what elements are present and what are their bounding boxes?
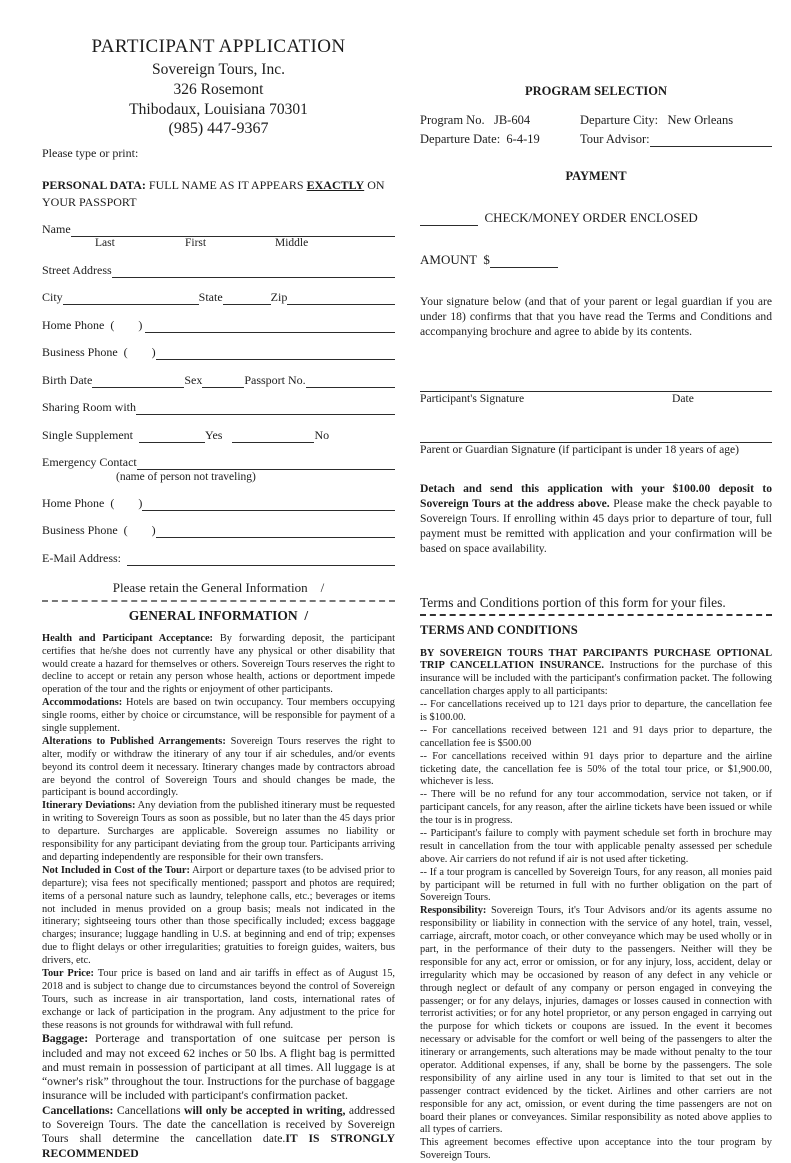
participant-signature-labels (420, 392, 772, 408)
zip-label: Zip (271, 290, 288, 305)
emergency-contact-row (42, 455, 395, 470)
name-row (42, 222, 395, 237)
paragraph-text: Sovereign Tours reserves the right to alter, modify or withdraw the itinerary of any tour if air schedules, and/or events beyond its control deem it necessary. Itinerary changes made by contractors abroad are beyond the control of Sovereign Tours and should changes be made, the participant is bound accordingly. (42, 736, 395, 799)
personal-data-exactly: EXACTLY (307, 178, 365, 192)
name-sub-middle: Middle (275, 237, 308, 249)
email-row (42, 551, 395, 566)
street-row (42, 263, 395, 278)
business-phone-row (42, 345, 395, 360)
departure-date-label: Departure Date: (420, 132, 506, 146)
check-enclosed-label: CHECK/MONEY ORDER ENCLOSED (478, 210, 698, 226)
personal-data-text: FULL NAME AS IT APPEARS (146, 178, 307, 192)
home-phone-label: Home Phone ( ) (42, 318, 145, 333)
paragraph-lead: Tour Price: (42, 968, 94, 979)
program-no-value: JB-604 (494, 113, 530, 127)
terms-intro-bold: BY SOVEREIGN TOURS THAT PARCIPANTS PURCHASE OPTIONAL TRIP CANCELLATION INSURANCE. (420, 648, 772, 672)
cancellations-bold2: IT IS STRONGLY RECOMMENDED (42, 1132, 395, 1159)
paragraph-text: Airport or departure taxes (to be advised prior to departure); visa fees not specifically mentioned; passport and photos are required; items of a personal nature such as laundry, telephone calls, etc.; beverages or items not included in menus provided on a group basis; meals not indicated in the itinerary; sightseeing tours other than those specifically included; excess baggage charges; insurance; luggage handling in U.S. at beginning and end of trip; expenses due to flight delays or other irregularities; gratuities to foreign guides, waiters, bus drivers, etc. (42, 865, 395, 966)
emergency-contact-note: (name of person not traveling) (116, 471, 395, 483)
name-field-line (71, 222, 395, 237)
departure-city (580, 113, 772, 128)
street-label: Street Address (42, 263, 112, 278)
program-no (420, 113, 580, 128)
amount-label: AMOUNT $ (420, 252, 490, 268)
single-yes-line (139, 428, 205, 443)
paragraph-lead: Itinerary Deviations: (42, 800, 135, 811)
program-row-2 (420, 132, 772, 147)
paragraph-health (42, 633, 395, 697)
home-phone2-field-line (142, 496, 395, 511)
terms-bullet: -- Participant's failure to comply with payment schedule set forth in brochure may result in cancellation from the tour with applicable penalty assessed per schedule above. Air carriers do not refund if air is not used after ticketing. (420, 828, 772, 867)
paragraph-text: Any deviation from the published itinerary must be requested in writing to Sovereign Tours as soon as possible, but no later than the 45 days prior to departure. Surcharges are applicable. Sovereign assumes no liability or responsibility for any participant deviating from the group tour. Participants arriving and departing independently are responsible for their own transfers. (42, 800, 395, 863)
departure-date (420, 132, 580, 147)
name-sub-last: Last (95, 237, 115, 249)
terms-bullet: -- For cancellations received within 91 days prior to departure and the airline ticketing date, the cancellation fee is 50% of the total tour price, or $1,900.00, whichever is less. (420, 751, 772, 790)
birthdate-row (42, 373, 395, 388)
paragraph-lead: Accommodations: (42, 697, 122, 708)
paragraph-lead: Cancellations: (42, 1104, 113, 1117)
single-no-line (232, 428, 314, 443)
page-title: PARTICIPANT APPLICATION (42, 36, 395, 58)
email-field-line (127, 551, 395, 566)
org-address1: 326 Rosemont (42, 80, 395, 100)
terms-intro-rest: Instructions for the purchase of this insurance will be included with the participant's confirmation packet. The following cancellation charges apply to all participants: (420, 660, 772, 697)
responsibility-text: Sovereign Tours, it's Tour Advisors and/or its agents assume no responsibility or liability in connection with the service of any hotel, train, vessel, carriage, aircraft, motor coach, or other conveyance which may be used wholly or in part, in the performance of their duty to the passengers. Neither will they be responsible for any act, error or omission, or for any injury, loss, accident, delay or irregularity which may be occasioned by reason of any defect in any vehicle or through neglect or default of any company or person engaged in conveying the passenger; or for any delays, injuries, damages or losses caused in connection with terrorist activities; or for any hotel proprietor, or any person engaged in carrying out the purpose for which tickets or coupons are issued. In the event it becomes necessary or advisable for the comfort or well being of the passengers to alter the itinerary or arrangements, such alterations may be made without penalty to the tour operator. Additional expenses, if any, shall be borne by the passengers. The sole responsibility of any airline used in any tour is limited to that set out in the passenger contract evidenced by the ticket. Airlines and other carriers are not responsible for any act, omission, or event during the time passengers are not on board their planes or conveyances. Similar responsibility as noted above applies to all types of carriers. (420, 905, 772, 1135)
personal-data-lead: PERSONAL DATA: (42, 178, 146, 192)
program-selection-heading: PROGRAM SELECTION (420, 84, 772, 99)
files-note: Terms and Conditions portion of this form for your files. (420, 595, 772, 611)
paragraph-accommodations (42, 697, 395, 736)
home-phone2-row (42, 496, 395, 511)
amount-field-line (490, 253, 558, 268)
org-name: Sovereign Tours, Inc. (42, 60, 395, 80)
state-field-line (223, 290, 271, 305)
emergency-contact-field-line (137, 455, 395, 470)
sex-field-line (202, 373, 244, 388)
tour-advisor (580, 132, 772, 147)
terms-text (420, 648, 772, 1163)
name-sub-first: First (185, 237, 206, 249)
application-column (42, 36, 395, 1161)
departure-city-value: New Orleans (667, 113, 733, 128)
business-phone-label: Business Phone ( ) (42, 345, 156, 360)
terms-closing: This agreement becomes effective upon acceptance into the tour program by Sovereign Tours. (420, 1137, 772, 1163)
detach-instructions (420, 481, 772, 556)
paragraph-text: Porterage and transportation of one suitcase per person is included and may not exceed 62 inches or 50 lbs. A flight bag is permitted and must remain in possession of participant at all times. All luggage is at “owner's risk” throughout the tour. Instructions for the purchase of baggage insurance will be included with participant's confirmation packet. (42, 1032, 395, 1102)
business-phone2-row (42, 523, 395, 538)
birthdate-label: Birth Date (42, 373, 92, 388)
paragraph-cancellations (42, 1104, 395, 1161)
yes-label: Yes (205, 428, 222, 443)
business-phone-field-line (156, 345, 395, 360)
birthdate-field-line (92, 373, 184, 388)
payment-terms-column (420, 84, 772, 1163)
departure-city-label: Departure City: (580, 113, 667, 128)
org-address2: Thibodaux, Louisiana 70301 (42, 100, 395, 120)
paragraph-text: Tour price is based on land and air tariffs in effect as of August 15, 2018 and is subject to change due to circumstances beyond the control of Sovereign Tours, such as increase in air transportation, land costs, international rates of exchange or lack of participation in the program. Any adjustment to the price for these reasons is not grounds for withdrawal with full refund. (42, 968, 395, 1031)
paragraph-not-included (42, 865, 395, 968)
name-sublabels (42, 237, 395, 250)
home-phone2-label: Home Phone ( ) (42, 496, 142, 511)
paragraph-tour-price (42, 968, 395, 1032)
terms-bullet: -- If a tour program is cancelled by Sovereign Tours, for any reason, all monies paid by participant will be returned in full with no further obligation on the part of Sovereign Tours. (420, 867, 772, 906)
sharing-room-row (42, 400, 395, 415)
tour-advisor-field-line (650, 132, 772, 147)
street-field-line (112, 263, 395, 278)
city-field-line (63, 290, 199, 305)
name-label: Name (42, 222, 71, 237)
personal-data-text2: ON YOUR PASSPORT (42, 178, 385, 208)
check-enclosed-blank-line (420, 211, 478, 226)
sex-label: Sex (184, 373, 202, 388)
passport-field-line (306, 373, 395, 388)
paragraph-text: Cancellations (113, 1104, 184, 1117)
paragraph-itinerary-deviations (42, 800, 395, 864)
paragraph-text: Hotels are based on twin occupancy. Tour members occupying single rooms, either by choice or circumstance, will be responsible for payment of a single supplement. (42, 697, 395, 734)
personal-data-heading (42, 177, 395, 209)
payment-heading: PAYMENT (420, 169, 772, 184)
terms-bullet: -- For cancellations received between 121 and 91 days prior to departure, the cancellation fee is $500.00 (420, 725, 772, 751)
org-phone: (985) 447-9367 (42, 120, 395, 138)
passport-label: Passport No. (244, 373, 305, 388)
city-label: City (42, 290, 63, 305)
paragraph-lead: Not Included in Cost of the Tour: (42, 865, 190, 876)
terms-intro (420, 648, 772, 700)
date-label: Date (672, 392, 694, 405)
program-row-1 (420, 113, 772, 128)
paragraph-lead: Baggage: (42, 1032, 88, 1045)
paragraph-lead: Alterations to Published Arrangements: (42, 736, 226, 747)
business-phone2-field-line (156, 523, 395, 538)
paragraph-baggage (42, 1032, 395, 1103)
business-phone2-label: Business Phone ( ) (42, 523, 156, 538)
amount-row (420, 252, 772, 268)
cancellations-bold1: will only be accepted in writing, (184, 1104, 345, 1117)
emergency-contact-label: Emergency Contact (42, 455, 137, 470)
check-enclosed-row (420, 210, 772, 226)
retain-note: Please retain the General Information / (42, 580, 395, 596)
terms-bullet: -- For cancellations received up to 121 days prior to departure, the cancellation fee is $100.00. (420, 699, 772, 725)
cut-line-right (420, 614, 772, 616)
terms-bullet: -- There will be no refund for any tour accommodation, service not taken, or if participant cancels, for any reason, after the airline tickets have been issued or while the tour is in progress. (420, 789, 772, 828)
paragraph-text: addressed to Sovereign Tours. The date the cancellation is received by Sovereign Tours shall determine the cancellation date. (42, 1104, 395, 1146)
cut-line-left (42, 600, 395, 602)
state-label: State (199, 290, 223, 305)
single-supplement-row (42, 428, 395, 443)
guardian-signature-label-row (420, 443, 772, 459)
responsibility-lead: Responsibility: (420, 905, 486, 916)
sharing-room-label: Sharing Room with (42, 400, 136, 415)
departure-date-value: 6-4-19 (506, 132, 539, 146)
home-phone-row (42, 318, 395, 333)
form-header (42, 36, 395, 138)
guardian-signature-label: Parent or Guardian Signature (if participant is under 18 years of age) (420, 443, 739, 456)
home-phone-field-line (145, 318, 395, 333)
paragraph-lead: Health and Participant Acceptance: (42, 633, 213, 644)
type-or-print-note: Please type or print: (42, 146, 395, 161)
detach-bold-text: Detach and send this application with your $100.00 deposit to Sovereign Tours at the address above. (420, 482, 772, 510)
sharing-room-field-line (136, 400, 395, 415)
tour-advisor-label: Tour Advisor: (580, 132, 650, 147)
zip-field-line (287, 290, 395, 305)
program-no-label: Program No. (420, 113, 494, 127)
paragraph-alterations (42, 736, 395, 800)
terms-heading: TERMS AND CONDITIONS (420, 623, 772, 638)
city-row (42, 290, 395, 305)
paragraph-text: By forwarding deposit, the participant certifies that he/she does not currently have any physical or other disability that would create a hazard for themselves or others. Sovereign Tours reserves the right to decline to accept or retain any person whose health, actions or deportment impede operation of the tour and the rights or enjoyment of other participants. (42, 633, 395, 696)
terms-responsibility (420, 905, 772, 1137)
signature-statement: Your signature below (and that of your parent or legal guardian if you are under 18) confirms that that you have read the Terms and Conditions and accompanying brochure and agree to abide by its contents. (420, 294, 772, 339)
general-information-text (42, 633, 395, 1161)
email-label: E-Mail Address: (42, 551, 127, 566)
single-supplement-label: Single Supplement (42, 428, 139, 443)
detach-regular-text: Please make the check payable to Sovereign Tours. If enrolling within 45 days prior to departure of tour, full payment must be remitted with application and your confirmation will be based on space availability. (420, 497, 772, 555)
no-label: No (314, 428, 329, 443)
participant-signature-label: Participant's Signature (420, 392, 524, 405)
general-information-heading: GENERAL INFORMATION / (42, 608, 395, 624)
